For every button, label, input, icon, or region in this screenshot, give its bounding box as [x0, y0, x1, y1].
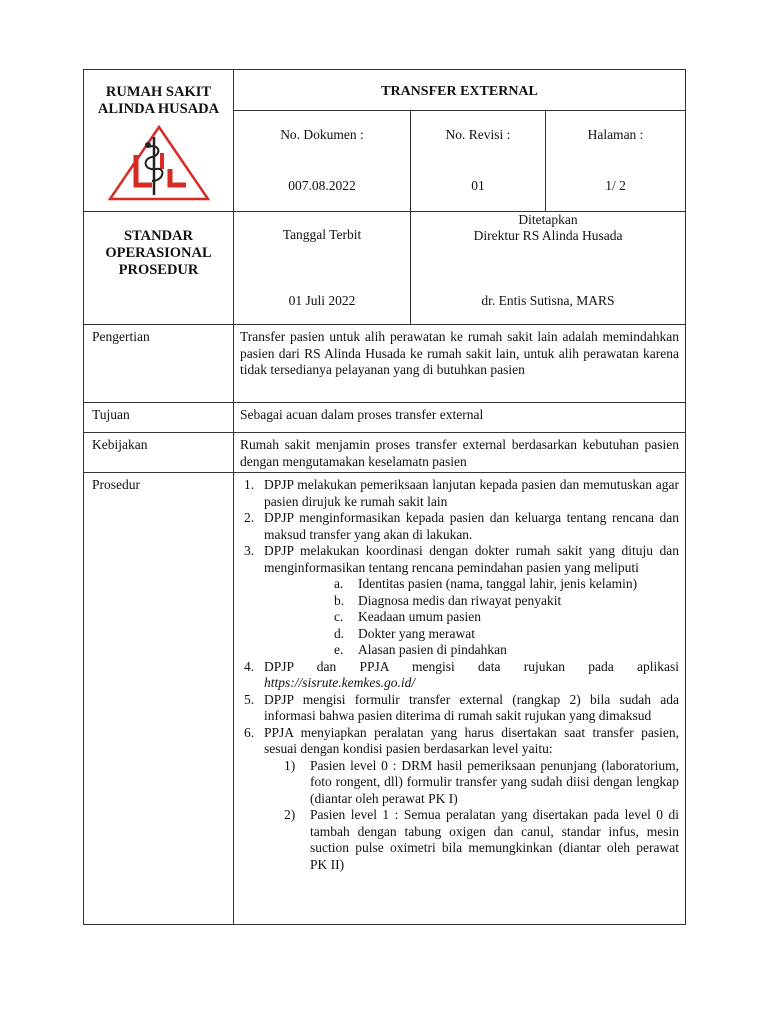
- sub-list-item: a. Identitas pasien (nama, tanggal lahir, jenis kelamin): [334, 576, 638, 591]
- revision-cell: [411, 111, 546, 212]
- issue-date-label: Tanggal Terbit: [282, 227, 362, 242]
- tujuan-text: Sebagai acuan dalam proses transfer external: [234, 403, 686, 433]
- sub-list-item: c. Keadaan umum pasien: [334, 609, 481, 624]
- pengertian-label: Pengertian: [84, 325, 234, 403]
- sub-list-item: e. Alasan pasien di pindahkan: [334, 642, 507, 657]
- sub-list: [264, 576, 679, 659]
- hospital-logo: [108, 125, 210, 201]
- list-item: 1. DPJP melakukan pemeriksaan lanjutan kepada pasien dan memutuskan agar pasien dirujuk ke rumah sakit lain: [244, 477, 680, 509]
- doc-number-cell: [234, 111, 411, 212]
- page-label: Halaman :: [587, 127, 644, 142]
- list-item: 4. DPJP dan PPJA mengisi data rujukan pada aplikasi https://sisrute.kemkes.go.id/: [244, 658, 680, 690]
- hospital-cell: [84, 70, 234, 212]
- level-list: [264, 758, 679, 874]
- prosedur-label: Prosedur: [84, 473, 234, 925]
- approval-label: Ditetapkan: [518, 212, 578, 227]
- revision-value: 01: [471, 178, 485, 193]
- hospital-name: RUMAH SAKIT ALINDA HUSADA: [97, 84, 220, 117]
- list-item: 3. DPJP melakukan koordinasi dengan dokter rumah sakit yang dituju dan menginformasikan tentang rencana pemindahan pasien yang meliputi a. Identitas pasien (nama, tanggal lahir, jenis kelamin) b. Diagnosa medis dan riwayat penyakit c. Keadaan umum pasien d. Dokter yang merawat e. Alasan pasien di pindahkan: [244, 543, 680, 657]
- revision-label: No. Revisi :: [445, 127, 511, 142]
- approver-name: dr. Entis Sutisna, MARS: [481, 293, 615, 308]
- issue-date-cell: [234, 212, 411, 325]
- sisrute-link[interactable]: https://sisrute.kemkes.go.id/: [264, 675, 416, 690]
- pengertian-text: Transfer pasien untuk alih perawatan ke rumah sakit lain adalah memindahkan pasien dari RS Alinda Husada ke rumah sakit lain, untuk alih perawatan karena tidak tersedianya pelayanan yang di butuhkan pasien: [234, 325, 686, 403]
- sop-label: STANDAR OPERASIONAL PROSEDUR: [84, 212, 234, 325]
- approval-cell: [411, 212, 686, 325]
- kebijakan-text: Rumah sakit menjamin proses transfer external berdasarkan kebutuhan pasien dengan mengutamakan keselamatn pasien: [234, 433, 686, 473]
- list-item: 6. PPJA menyiapkan peralatan yang harus disertakan saat transfer pasien, sesuai dengan kondisi pasien berdasarkan level yaitu: 1) Pasien level 0 : DRM hasil pemeriksaan penunjang (laboratorium, foto rongent, dll) formulir transfer yang sudah diisi dengan lengkap (diantar oleh perawat PK I) 2) Pasien level 1 : Semua peralatan yang disertakan pada level 0 di tambah dengan tabung oxigen dan canul, standar infus, mesin suction pulse oximetri bila memungkinkan (diantar oleh perawat PK II): [244, 724, 680, 872]
- kebijakan-label: Kebijakan: [84, 433, 234, 473]
- approval-title: Direktur RS Alinda Husada: [473, 228, 623, 243]
- prosedur-list: [240, 477, 679, 873]
- list-item: 5. DPJP mengisi formulir transfer external (rangkap 2) bila sudah ada informasi bahwa pasien diterima di rumah sakit rujukan yang dimaksud: [244, 691, 680, 723]
- level-item: 1) Pasien level 0 : DRM hasil pemeriksaan penunjang (laboratorium, foto rongent, dll) formulir transfer yang sudah diisi dengan lengkap (diantar oleh perawat PK I): [284, 757, 680, 806]
- doc-number-value: 007.08.2022: [288, 178, 356, 193]
- document-title: TRANSFER EXTERNAL: [234, 70, 686, 111]
- issue-date-value: 01 Juli 2022: [288, 293, 356, 308]
- sop-table: [83, 69, 686, 925]
- page-cell: [546, 111, 686, 212]
- tujuan-label: Tujuan: [84, 403, 234, 433]
- prosedur-body: [234, 473, 686, 925]
- doc-number-label: No. Dokumen :: [280, 127, 364, 142]
- sop-document: [83, 69, 685, 925]
- level-item: 2) Pasien level 1 : Semua peralatan yang disertakan pada level 0 di tambah dengan tabung oxigen dan canul, standar infus, mesin suction pulse oximetri bila memungkinkan (diantar oleh perawat PK II): [284, 807, 680, 872]
- list-item: 2. DPJP menginformasikan kepada pasien dan keluarga tentang rencana dan maksud transfer yang akan di lakukan.: [244, 510, 680, 542]
- sub-list-item: b. Diagnosa medis dan riwayat penyakit: [334, 592, 562, 608]
- sub-list-item: d. Dokter yang merawat: [334, 625, 475, 641]
- page-value: 1/ 2: [605, 178, 626, 193]
